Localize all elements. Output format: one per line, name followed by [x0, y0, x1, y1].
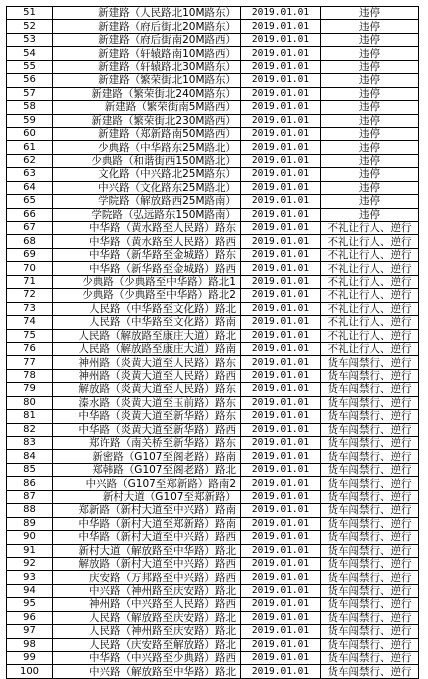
- row-number: 87: [7, 490, 53, 503]
- table-row: [7, 181, 419, 194]
- location-cell: 人民路（庆安路至解放路）路北: [53, 638, 241, 651]
- table-row: [7, 47, 419, 60]
- row-number: 79: [7, 383, 53, 396]
- row-number: 77: [7, 356, 53, 369]
- date-cell: 2019.01.01: [241, 463, 321, 476]
- violation-type-cell: 违停: [321, 208, 419, 221]
- date-cell: 2019.01.01: [241, 490, 321, 503]
- location-cell: 中华路（新村大道至中兴路）路西: [53, 531, 241, 544]
- location-cell: 文化路（中兴路北25M路东）: [53, 168, 241, 181]
- date-cell: 2019.01.01: [241, 410, 321, 423]
- table-row: [7, 611, 419, 624]
- location-cell: 中兴路（G107至郑新路）路南2: [53, 477, 241, 490]
- date-cell: 2019.01.01: [241, 396, 321, 409]
- row-number: 63: [7, 168, 53, 181]
- table-row: [7, 490, 419, 503]
- table-row: [7, 369, 419, 382]
- date-cell: 2019.01.01: [241, 235, 321, 248]
- row-number: 64: [7, 181, 53, 194]
- date-cell: 2019.01.01: [241, 342, 321, 355]
- violation-type-cell: 不礼让行人、逆行: [321, 222, 419, 235]
- violation-type-cell: 货车闯禁行、逆行: [321, 504, 419, 517]
- table-row: [7, 504, 419, 517]
- violation-type-cell: 货车闯禁行、逆行: [321, 652, 419, 665]
- date-cell: 2019.01.01: [241, 625, 321, 638]
- row-number: 66: [7, 208, 53, 221]
- table-row: [7, 652, 419, 665]
- table-row: [7, 517, 419, 530]
- location-cell: 中华路（新村大道至郑新路）路南: [53, 517, 241, 530]
- date-cell: 2019.01.01: [241, 47, 321, 60]
- row-number: 73: [7, 302, 53, 315]
- date-cell: 2019.01.01: [241, 154, 321, 167]
- violation-type-cell: 违停: [321, 33, 419, 46]
- location-cell: 新建路（府后街北20M路东）: [53, 20, 241, 33]
- date-cell: 2019.01.01: [241, 316, 321, 329]
- location-cell: 解放路（新村大道至中兴路）路西: [53, 557, 241, 570]
- row-number: 82: [7, 423, 53, 436]
- table-row: [7, 141, 419, 154]
- date-cell: 2019.01.01: [241, 208, 321, 221]
- violation-type-cell: 不礼让行人、逆行: [321, 262, 419, 275]
- row-number: 62: [7, 154, 53, 167]
- date-cell: 2019.01.01: [241, 665, 321, 678]
- location-cell: 新建路（繁荣街北10M路东）: [53, 74, 241, 87]
- row-number: 92: [7, 557, 53, 570]
- date-cell: 2019.01.01: [241, 222, 321, 235]
- violation-type-cell: 违停: [321, 141, 419, 154]
- violation-type-cell: 违停: [321, 87, 419, 100]
- violation-type-cell: 不礼让行人、逆行: [321, 329, 419, 342]
- row-number: 51: [7, 7, 53, 20]
- location-cell: 中兴路（解放路至中华路）路北: [53, 665, 241, 678]
- location-cell: 少典路（和谐街西150M路北）: [53, 154, 241, 167]
- date-cell: 2019.01.01: [241, 544, 321, 557]
- location-cell: 学院路（解放路西25M路南）: [53, 195, 241, 208]
- violation-type-cell: 不礼让行人、逆行: [321, 248, 419, 261]
- row-number: 90: [7, 531, 53, 544]
- table-row: [7, 101, 419, 114]
- row-number: 52: [7, 20, 53, 33]
- row-number: 71: [7, 275, 53, 288]
- date-cell: 2019.01.01: [241, 101, 321, 114]
- date-cell: 2019.01.01: [241, 181, 321, 194]
- row-number: 59: [7, 114, 53, 127]
- violation-type-cell: 货车闯禁行、逆行: [321, 665, 419, 678]
- location-cell: 人民路（解放路至庆安路）路北: [53, 611, 241, 624]
- violation-type-cell: 不礼让行人、逆行: [321, 316, 419, 329]
- row-number: 65: [7, 195, 53, 208]
- table-row: [7, 20, 419, 33]
- date-cell: 2019.01.01: [241, 60, 321, 73]
- location-cell: 神州路（炎黄大道至人民路）路西: [53, 369, 241, 382]
- row-number: 76: [7, 342, 53, 355]
- violation-type-cell: 货车闯禁行、逆行: [321, 625, 419, 638]
- table-row: [7, 33, 419, 46]
- date-cell: 2019.01.01: [241, 531, 321, 544]
- table-row: [7, 222, 419, 235]
- table-row: [7, 557, 419, 570]
- location-cell: 解放路（炎黄大道至人民路）路东: [53, 383, 241, 396]
- location-cell: 中华路（炎黄大道至新华路）路西: [53, 423, 241, 436]
- location-cell: 新建路（人民路北10M路东）: [53, 7, 241, 20]
- table-row: [7, 571, 419, 584]
- date-cell: 2019.01.01: [241, 437, 321, 450]
- row-number: 58: [7, 101, 53, 114]
- table-row: [7, 60, 419, 73]
- violation-type-cell: 货车闯禁行、逆行: [321, 490, 419, 503]
- row-number: 89: [7, 517, 53, 530]
- violation-type-cell: 违停: [321, 195, 419, 208]
- table-row: [7, 208, 419, 221]
- location-cell: 中华路（黄水路至人民路）路东: [53, 222, 241, 235]
- table-row: [7, 248, 419, 261]
- location-cell: 中华路（黄水路至人民路）路西: [53, 235, 241, 248]
- date-cell: 2019.01.01: [241, 598, 321, 611]
- row-number: 75: [7, 329, 53, 342]
- location-cell: 人民路（中华路至文化路）路北: [53, 302, 241, 315]
- violation-type-cell: 货车闯禁行、逆行: [321, 369, 419, 382]
- violation-type-cell: 违停: [321, 74, 419, 87]
- location-cell: 新村大道（G107至郑新路）: [53, 490, 241, 503]
- table-row: [7, 154, 419, 167]
- row-number: 81: [7, 410, 53, 423]
- row-number: 86: [7, 477, 53, 490]
- row-number: 97: [7, 625, 53, 638]
- row-number: 83: [7, 437, 53, 450]
- violation-type-cell: 货车闯禁行、逆行: [321, 356, 419, 369]
- table-row: [7, 450, 419, 463]
- violation-type-cell: 货车闯禁行、逆行: [321, 463, 419, 476]
- violation-type-cell: 违停: [321, 154, 419, 167]
- date-cell: 2019.01.01: [241, 557, 321, 570]
- table-row: [7, 342, 419, 355]
- violation-type-cell: 货车闯禁行、逆行: [321, 437, 419, 450]
- violation-type-cell: 货车闯禁行、逆行: [321, 584, 419, 597]
- location-cell: 新密路（G107至阁老路）路南: [53, 450, 241, 463]
- violation-type-cell: 货车闯禁行、逆行: [321, 531, 419, 544]
- location-cell: 神州路（炎黄大道至人民路）路东: [53, 356, 241, 369]
- location-cell: 新建路（繁荣街南5M路西）: [53, 101, 241, 114]
- violation-type-cell: 货车闯禁行、逆行: [321, 557, 419, 570]
- date-cell: 2019.01.01: [241, 638, 321, 651]
- table-row: [7, 584, 419, 597]
- date-cell: 2019.01.01: [241, 20, 321, 33]
- violation-type-cell: 货车闯禁行、逆行: [321, 383, 419, 396]
- violation-type-cell: 违停: [321, 114, 419, 127]
- row-number: 56: [7, 74, 53, 87]
- table-row: [7, 316, 419, 329]
- violation-points-table: [6, 6, 419, 679]
- table-row: [7, 87, 419, 100]
- location-cell: 人民路（神州路至庆安路）路北: [53, 625, 241, 638]
- location-cell: 人民路（中华路至文化路）路南: [53, 316, 241, 329]
- table-row: [7, 463, 419, 476]
- location-cell: 中华路（新华路至金城路）路东: [53, 248, 241, 261]
- location-cell: 人民路（解放路至康庄大道）路南: [53, 342, 241, 355]
- location-cell: 新建路（繁荣街北230M路西）: [53, 114, 241, 127]
- row-number: 80: [7, 396, 53, 409]
- row-number: 55: [7, 60, 53, 73]
- table-row: [7, 114, 419, 127]
- date-cell: 2019.01.01: [241, 289, 321, 302]
- location-cell: 少典路（中华路东25M路北）: [53, 141, 241, 154]
- violation-type-cell: 违停: [321, 60, 419, 73]
- location-cell: 少典路（少典路至中华路）路北2: [53, 289, 241, 302]
- violation-type-cell: 不礼让行人、逆行: [321, 302, 419, 315]
- table-row: [7, 262, 419, 275]
- table-row: [7, 383, 419, 396]
- table-row: [7, 396, 419, 409]
- location-cell: 新建路（繁荣街北240M路东）: [53, 87, 241, 100]
- violation-type-cell: 货车闯禁行、逆行: [321, 396, 419, 409]
- table-row: [7, 423, 419, 436]
- violation-type-cell: 货车闯禁行、逆行: [321, 598, 419, 611]
- location-cell: 新建路（轩辕路北30M路东）: [53, 60, 241, 73]
- date-cell: 2019.01.01: [241, 383, 321, 396]
- date-cell: 2019.01.01: [241, 262, 321, 275]
- violation-type-cell: 货车闯禁行、逆行: [321, 423, 419, 436]
- row-number: 99: [7, 652, 53, 665]
- date-cell: 2019.01.01: [241, 652, 321, 665]
- table-row: [7, 410, 419, 423]
- table-row: [7, 74, 419, 87]
- date-cell: 2019.01.01: [241, 517, 321, 530]
- location-cell: 中华路（中兴路至少典路）路西: [53, 652, 241, 665]
- row-number: 67: [7, 222, 53, 235]
- table-row: [7, 544, 419, 557]
- table-row: [7, 302, 419, 315]
- violation-type-cell: 货车闯禁行、逆行: [321, 611, 419, 624]
- location-cell: 庆安路（万邦路至中兴路）路西: [53, 571, 241, 584]
- table-row: [7, 7, 419, 20]
- location-cell: 新建路（轩辕路南10M路西）: [53, 47, 241, 60]
- violation-type-cell: 违停: [321, 47, 419, 60]
- date-cell: 2019.01.01: [241, 423, 321, 436]
- location-cell: 郑许路（南关桥至新华路）路东: [53, 437, 241, 450]
- row-number: 88: [7, 504, 53, 517]
- date-cell: 2019.01.01: [241, 114, 321, 127]
- date-cell: 2019.01.01: [241, 195, 321, 208]
- date-cell: 2019.01.01: [241, 329, 321, 342]
- date-cell: 2019.01.01: [241, 141, 321, 154]
- violation-type-cell: 违停: [321, 181, 419, 194]
- violation-type-cell: 货车闯禁行、逆行: [321, 638, 419, 651]
- table-row: [7, 625, 419, 638]
- violation-type-cell: 货车闯禁行、逆行: [321, 477, 419, 490]
- row-number: 98: [7, 638, 53, 651]
- violation-type-cell: 货车闯禁行、逆行: [321, 450, 419, 463]
- violation-type-cell: 违停: [321, 101, 419, 114]
- table-body: [7, 7, 419, 679]
- violation-type-cell: 货车闯禁行、逆行: [321, 544, 419, 557]
- table-row: [7, 289, 419, 302]
- table-row: [7, 531, 419, 544]
- table-row: [7, 598, 419, 611]
- violation-type-cell: 违停: [321, 7, 419, 20]
- location-cell: 神州路（中兴路至人民路）路西: [53, 598, 241, 611]
- location-cell: 新村大道（解放路至中华路）路北: [53, 544, 241, 557]
- date-cell: 2019.01.01: [241, 450, 321, 463]
- location-cell: 人民路（解放路至康庄大道）路北: [53, 329, 241, 342]
- violation-type-cell: 不礼让行人、逆行: [321, 275, 419, 288]
- date-cell: 2019.01.01: [241, 611, 321, 624]
- location-cell: 溱水路（炎黄大道至玉前路）路东: [53, 396, 241, 409]
- row-number: 93: [7, 571, 53, 584]
- row-number: 53: [7, 33, 53, 46]
- row-number: 95: [7, 598, 53, 611]
- row-number: 94: [7, 584, 53, 597]
- row-number: 78: [7, 369, 53, 382]
- date-cell: 2019.01.01: [241, 477, 321, 490]
- date-cell: 2019.01.01: [241, 571, 321, 584]
- row-number: 100: [7, 665, 53, 678]
- table-row: [7, 235, 419, 248]
- row-number: 69: [7, 248, 53, 261]
- row-number: 91: [7, 544, 53, 557]
- row-number: 54: [7, 47, 53, 60]
- violation-type-cell: 不礼让行人、逆行: [321, 235, 419, 248]
- location-cell: 郑韩路（G107至阁老路）路北: [53, 463, 241, 476]
- date-cell: 2019.01.01: [241, 584, 321, 597]
- violation-type-cell: 货车闯禁行、逆行: [321, 571, 419, 584]
- table-row: [7, 275, 419, 288]
- table-row: [7, 638, 419, 651]
- location-cell: 中兴路（神州路至庆安路）路北: [53, 584, 241, 597]
- row-number: 96: [7, 611, 53, 624]
- location-cell: 学院路（弘远路东150M路南）: [53, 208, 241, 221]
- date-cell: 2019.01.01: [241, 7, 321, 20]
- violation-type-cell: 不礼让行人、逆行: [321, 342, 419, 355]
- date-cell: 2019.01.01: [241, 127, 321, 140]
- row-number: 60: [7, 127, 53, 140]
- table-row: [7, 437, 419, 450]
- table-row: [7, 477, 419, 490]
- date-cell: 2019.01.01: [241, 74, 321, 87]
- date-cell: 2019.01.01: [241, 356, 321, 369]
- date-cell: 2019.01.01: [241, 369, 321, 382]
- date-cell: 2019.01.01: [241, 504, 321, 517]
- location-cell: 少典路（少典路至中华路）路北1: [53, 275, 241, 288]
- row-number: 57: [7, 87, 53, 100]
- violation-type-cell: 不礼让行人、逆行: [321, 289, 419, 302]
- table-row: [7, 168, 419, 181]
- location-cell: 新建路（郑新路南50M路西）: [53, 127, 241, 140]
- table-row: [7, 195, 419, 208]
- table-row: [7, 665, 419, 678]
- location-cell: 中华路（新华路至金城路）路西: [53, 262, 241, 275]
- table-row: [7, 329, 419, 342]
- row-number: 61: [7, 141, 53, 154]
- violation-type-cell: 违停: [321, 127, 419, 140]
- date-cell: 2019.01.01: [241, 248, 321, 261]
- violation-type-cell: 货车闯禁行、逆行: [321, 517, 419, 530]
- row-number: 72: [7, 289, 53, 302]
- date-cell: 2019.01.01: [241, 275, 321, 288]
- violation-type-cell: 违停: [321, 20, 419, 33]
- location-cell: 新建路（府后街南20M路西）: [53, 33, 241, 46]
- row-number: 85: [7, 463, 53, 476]
- row-number: 68: [7, 235, 53, 248]
- table-row: [7, 127, 419, 140]
- location-cell: 郑新路（新村大道至中兴路）路南: [53, 504, 241, 517]
- row-number: 84: [7, 450, 53, 463]
- date-cell: 2019.01.01: [241, 33, 321, 46]
- date-cell: 2019.01.01: [241, 302, 321, 315]
- violation-type-cell: 货车闯禁行、逆行: [321, 410, 419, 423]
- row-number: 74: [7, 316, 53, 329]
- date-cell: 2019.01.01: [241, 87, 321, 100]
- date-cell: 2019.01.01: [241, 168, 321, 181]
- location-cell: 中华路（炎黄大道至新华路）路东: [53, 410, 241, 423]
- violation-type-cell: 违停: [321, 168, 419, 181]
- location-cell: 中兴路（文化路东25M路北）: [53, 181, 241, 194]
- table-row: [7, 356, 419, 369]
- row-number: 70: [7, 262, 53, 275]
